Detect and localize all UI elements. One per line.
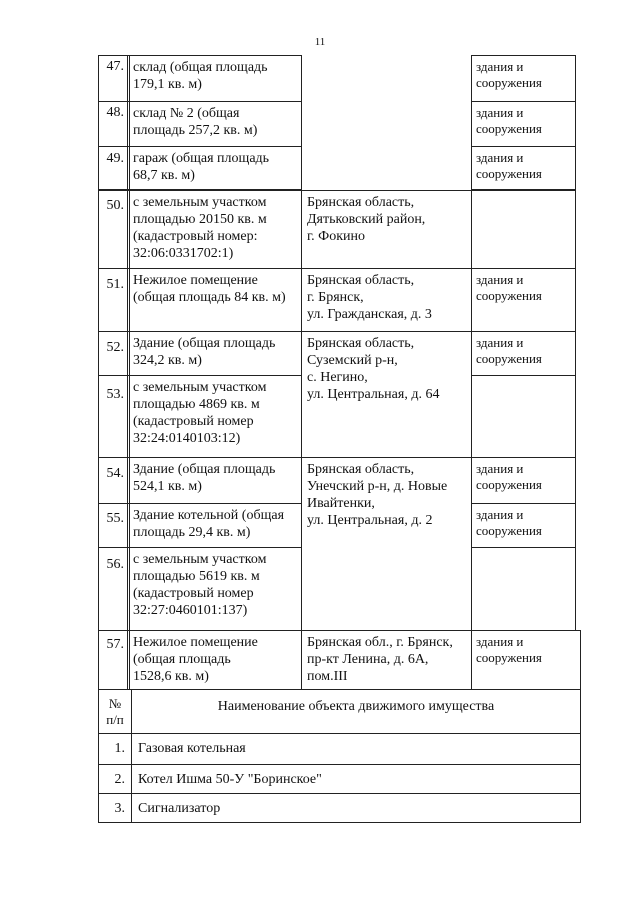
address-51: Брянская область, г. Брянск, ул. Гражданская, д. 3 <box>301 268 472 332</box>
movable-item-name: Газовая котельная <box>131 733 581 765</box>
object-name-47: склад (общая площадь 179,1 кв. м) <box>127 55 302 102</box>
address-54-56: Брянская область, Унечский р-н, д. Новые Ивайтенки, ул. Центральная, д. 2 <box>301 457 472 631</box>
object-name-48: склад № 2 (общая площадь 257,2 кв. м) <box>127 101 302 147</box>
category-48: здания и сооружения <box>471 101 576 147</box>
row-number: 47. <box>106 59 124 74</box>
category-47: здания и сооружения <box>471 55 576 102</box>
category-52: здания и сооружения <box>471 331 576 376</box>
row-number: 50. <box>106 198 124 213</box>
object-name-56: с земельным участком площадью 5619 кв. м (кадастровый номер 32:27:0460101:137) <box>127 547 302 631</box>
movable-header-num: № п/п <box>98 689 132 734</box>
row-number: 53. <box>106 387 124 402</box>
object-name-57: Нежилое помещение (общая площадь 1528,6 кв. м) <box>127 630 302 690</box>
object-name-52: Здание (общая площадь 324,2 кв. м) <box>127 331 302 376</box>
category-57: здания и сооружения <box>471 630 581 690</box>
row-number: 56. <box>106 557 124 572</box>
row-number: 54. <box>106 466 124 481</box>
address-57: Брянская обл., г. Брянск, пр-кт Ленина, д. 6А, пом.III <box>301 630 472 690</box>
category-55: здания и сооружения <box>471 503 576 548</box>
row-number: 48. <box>106 105 124 120</box>
object-name-50: с земельным участком площадью 20150 кв. м (кадастровый номер: 32:06:0331702:1) <box>127 190 302 269</box>
movable-item-name: Котел Ишма 50-У "Боринское" <box>131 764 581 794</box>
object-name-54: Здание (общая площадь 524,1 кв. м) <box>127 457 302 504</box>
movable-row-number: 1. <box>98 733 132 765</box>
movable-item-name: Сигнализатор <box>131 793 581 823</box>
movable-row-number: 2. <box>98 764 132 794</box>
object-name-53: с земельным участком площадью 4869 кв. м (кадастровый номер 32:24:0140103:12) <box>127 375 302 458</box>
address-52-53: Брянская область, Суземский р-н, с. Негино, ул. Центральная, д. 64 <box>301 331 472 458</box>
row-number: 55. <box>106 511 124 526</box>
row-number: 57. <box>106 637 124 652</box>
category-49: здания и сооружения <box>471 146 576 190</box>
object-name-55: Здание котельной (общая площадь 29,4 кв. м) <box>127 503 302 548</box>
category-51: здания и сооружения <box>471 268 576 332</box>
page-number: 11 <box>314 36 326 48</box>
category-54: здания и сооружения <box>471 457 576 504</box>
row-number: 51. <box>106 277 124 292</box>
row-number: 49. <box>106 151 124 166</box>
object-name-49: гараж (общая площадь 68,7 кв. м) <box>127 146 302 190</box>
movable-row-number: 3. <box>98 793 132 823</box>
object-name-51: Нежилое помещение (общая площадь 84 кв. м) <box>127 268 302 332</box>
movable-header-title: Наименование объекта движимого имущества <box>131 689 581 734</box>
row-number: 52. <box>106 340 124 355</box>
address-50: Брянская область, Дятьковский район, г. Фокино <box>301 190 472 269</box>
